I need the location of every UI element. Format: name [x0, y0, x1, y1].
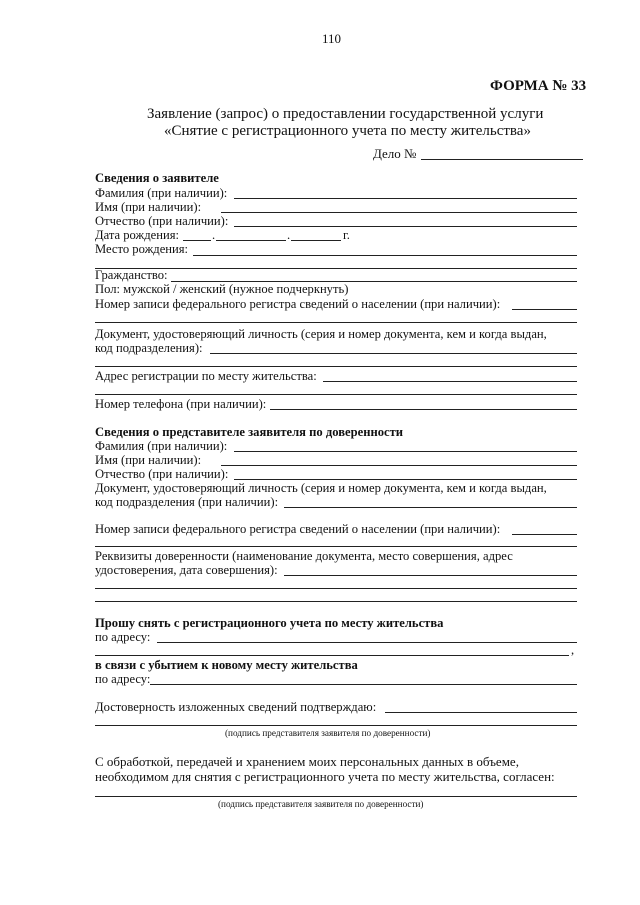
- consent-signature-caption: (подпись представителя заявителя по доверенности): [218, 799, 424, 809]
- consent-line-1: С обработкой, передачей и хранением моих персональных данных в объеме,: [95, 754, 519, 769]
- heading-line-2: «Снятие с регистрационного учета по месту жительства»: [164, 123, 531, 139]
- form-title: ФОРМА № 33: [490, 78, 587, 94]
- request-address-field[interactable]: [157, 642, 577, 643]
- rep-surname-field[interactable]: [234, 451, 577, 452]
- request-title: Прошу снять с регистрационного учета по месту жительства: [95, 616, 444, 630]
- confirm-label: Достоверность изложенных сведений подтверждаю:: [95, 700, 377, 714]
- rep-patronymic-field[interactable]: [234, 479, 577, 480]
- heading-line-1: Заявление (запрос) о предоставлении государственной услуги: [147, 106, 544, 122]
- request-address-field-2[interactable]: [95, 655, 569, 656]
- applicant-birthplace-field[interactable]: [193, 255, 577, 256]
- rep-register-field[interactable]: [512, 534, 577, 535]
- applicant-dob-year-field[interactable]: [291, 240, 341, 241]
- representative-section-title: Сведения о представителе заявителя по доверенности: [95, 425, 404, 439]
- applicant-birthplace-label: Место рождения:: [95, 242, 189, 256]
- applicant-doc-text-1: Документ, удостоверяющий личность (серия и номер документа, кем и когда выдан,: [95, 327, 547, 341]
- applicant-address-field[interactable]: [323, 381, 577, 382]
- applicant-dob-day-field[interactable]: [183, 240, 211, 241]
- consent-signature-line[interactable]: [95, 796, 577, 797]
- applicant-patronymic-field[interactable]: [234, 226, 577, 227]
- applicant-dob-label: Дата рождения:: [95, 228, 179, 242]
- rep-surname-label: Фамилия (при наличии):: [95, 439, 228, 453]
- dob-separator-2: .: [287, 228, 291, 242]
- applicant-register-field-2[interactable]: [95, 322, 577, 323]
- rep-poa-label-1: Реквизиты доверенности (наименование документа, место совершения, адрес: [95, 549, 513, 563]
- rep-name-label: Имя (при наличии):: [95, 453, 202, 467]
- applicant-phone-label: Номер телефона (при наличии):: [95, 397, 267, 411]
- applicant-citizenship-label: Гражданство:: [95, 268, 168, 282]
- applicant-name-field[interactable]: [221, 212, 577, 213]
- applicant-doc-line-1: [95, 327, 577, 341]
- case-number-label: Дело №: [373, 146, 417, 161]
- request-new-address-field[interactable]: [150, 684, 577, 685]
- rep-doc-field[interactable]: [284, 507, 577, 508]
- rep-register-field-2[interactable]: [95, 546, 577, 547]
- applicant-sex-label: Пол: мужской / женский (нужное подчеркнуть): [95, 282, 349, 296]
- applicant-doc-label-2: код подразделения):: [95, 341, 203, 355]
- applicant-register-field[interactable]: [512, 309, 577, 310]
- applicant-surname-field[interactable]: [234, 198, 577, 199]
- rep-poa-field-3[interactable]: [95, 601, 577, 602]
- applicant-name-label: Имя (при наличии):: [95, 200, 202, 214]
- rep-doc-label-1: Документ, удостоверяющий личность (серия и номер документа, кем и когда выдан,: [95, 481, 547, 495]
- request-new-address-label: по адресу:: [95, 672, 151, 686]
- rep-name-field[interactable]: [221, 465, 577, 466]
- applicant-dob-month-field[interactable]: [216, 240, 286, 241]
- request-address-label: по адресу:: [95, 630, 151, 644]
- rep-poa-label-2: удостоверения, дата совершения):: [95, 563, 278, 577]
- dob-separator-1: .: [212, 228, 216, 242]
- signature-caption: (подпись представителя заявителя по доверенности): [225, 728, 431, 738]
- applicant-patronymic-label: Отчество (при наличии):: [95, 214, 229, 228]
- confirm-field[interactable]: [385, 712, 577, 713]
- page-number: 110: [322, 31, 342, 46]
- applicant-register-label: Номер записи федерального регистра сведений о населении (при наличии):: [95, 297, 501, 311]
- rep-doc-label-2: код подразделения (при наличии):: [95, 495, 279, 509]
- dob-year-suffix: г.: [343, 228, 350, 242]
- rep-patronymic-label: Отчество (при наличии):: [95, 467, 229, 481]
- applicant-surname-label: Фамилия (при наличии):: [95, 186, 228, 200]
- request-address-comma: ,: [571, 643, 575, 657]
- applicant-address-field-2[interactable]: [95, 394, 577, 395]
- applicant-doc-field[interactable]: [210, 353, 577, 354]
- applicant-address-label: Адрес регистрации по месту жительства:: [95, 369, 317, 383]
- case-number-field[interactable]: [421, 159, 583, 160]
- rep-poa-field-2[interactable]: [95, 588, 577, 589]
- rep-poa-field[interactable]: [284, 575, 577, 576]
- rep-register-label: Номер записи федерального регистра сведений о населении (при наличии):: [95, 522, 501, 536]
- applicant-doc-field-2[interactable]: [95, 366, 577, 367]
- applicant-phone-field[interactable]: [270, 409, 577, 410]
- applicant-section-title: Сведения о заявителе: [95, 171, 219, 185]
- consent-line-2: необходимом для снятия с регистрационного учета по месту жительства, согласен:: [95, 769, 555, 784]
- signature-line[interactable]: [95, 725, 577, 726]
- request-reason: в связи с убытием к новому месту жительства: [95, 658, 358, 672]
